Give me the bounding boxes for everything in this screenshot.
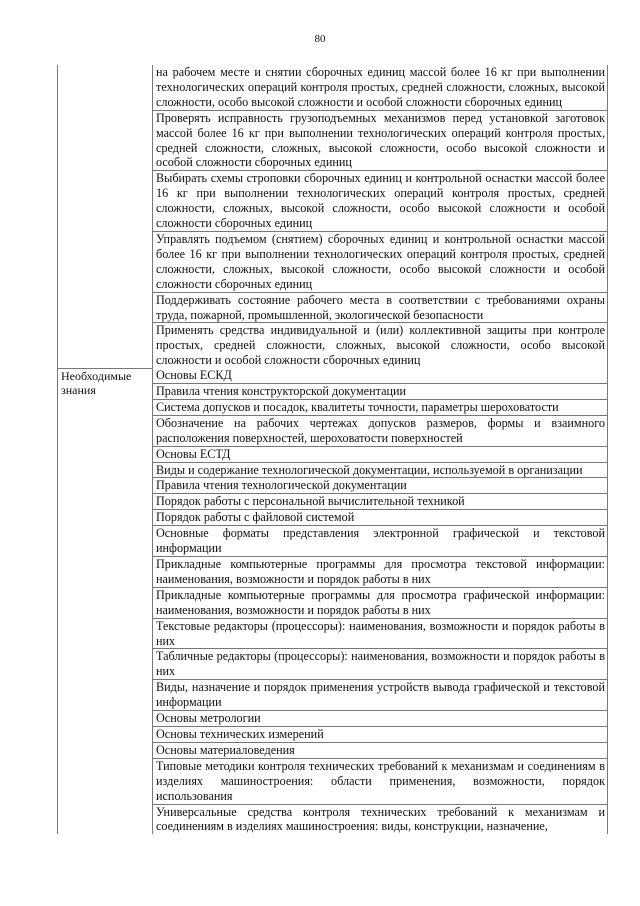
requirement-text: Основы ЕСТД (153, 446, 608, 462)
requirement-text: Обозначение на рабочих чертежах допусков размеров, формы и взаимного расположения поверхностей, шероховатости поверхностей (153, 415, 608, 446)
requirement-text: Табличные редакторы (процессоры): наименования, возможности и порядок работы в них (153, 649, 608, 680)
requirements-table (57, 65, 608, 834)
requirement-text: Виды, назначение и порядок применения устройств вывода графической и текстовой информации (153, 680, 608, 711)
requirement-text: Порядок работы с файловой системой (153, 510, 608, 526)
requirement-text: Поддерживать состояние рабочего места в соответствии с требованиями охраны труда, пожарной, промышленной, экологической безопасности (153, 292, 608, 323)
requirement-text: Основы метрологии (153, 711, 608, 727)
requirement-text: Текстовые редакторы (процессоры): наименования, возможности и порядок работы в них (153, 618, 608, 649)
requirement-text: на рабочем месте и снятии сборочных единиц массой более 16 кг при выполнении технологических операций контроля простых, средней сложности, сложных, высокой сложности, особо высокой сложности и особой сложности сборочных единиц (153, 65, 608, 110)
requirement-text: Применять средства индивидуальной и (или) коллективной защиты при контроле простых, средней сложности, сложных, высокой сложности, особо высокой сложности и особой сложности сборочных единиц (153, 323, 608, 368)
table-row (58, 65, 608, 110)
requirement-text: Типовые методики контроля технических требований к механизмам и соединениям в изделиях машиностроения: области применения, возможности, порядок использования (153, 758, 608, 804)
requirement-text: Прикладные компьютерные программы для просмотра графической информации: наименования, возможности и порядок работы в них (153, 587, 608, 618)
requirement-text: Правила чтения конструкторской документации (153, 384, 608, 400)
requirement-text: Управлять подъемом (снятием) сборочных единиц и контрольной оснастки массой более 16 кг при выполнении технологических операций контроля простых, средней сложности, сложных, высокой сложности, особо высокой сложности и особой сложности сборочных единиц (153, 231, 608, 292)
requirement-text: Основы технических измерений (153, 726, 608, 742)
section-label: Необходимые знания (58, 368, 153, 834)
requirement-text: Проверять исправность грузоподъемных механизмов перед установкой заготовок массой более 16 кг при выполнении технологических операций контроля простых, средней сложности, сложных, высокой сложности, особо высокой сложности и особой сложности сборочных единиц (153, 110, 608, 171)
knowledge-section (58, 368, 608, 834)
requirement-text: Порядок работы с персональной вычислительной техникой (153, 494, 608, 510)
table-row (58, 368, 608, 383)
requirement-text: Основные форматы представления электронной графической и текстовой информации (153, 526, 608, 557)
section-label-continued (58, 65, 153, 368)
requirement-text: Универсальные средства контроля технических требований к механизмам и соединениям в изделиях машиностроения: виды, конструкции, назначение, (153, 804, 608, 834)
requirement-text: Виды и содержание технологической документации, используемой в организации (153, 462, 608, 478)
page-number: 80 (314, 33, 326, 45)
requirement-text: Выбирать схемы строповки сборочных единиц и контрольной оснастки массой более 16 кг при выполнении технологических операций контроля простых, средней сложности, сложных, высокой сложности, особо высокой сложности и особой сложности сборочных единиц (153, 171, 608, 232)
requirement-text: Прикладные компьютерные программы для просмотра текстовой информации: наименования, возможности и порядок работы в них (153, 557, 608, 588)
skills-section (58, 65, 608, 368)
requirement-text: Система допусков и посадок, квалитеты точности, параметры шероховатости (153, 399, 608, 415)
requirement-text: Основы ЕСКД (153, 368, 608, 383)
requirement-text: Правила чтения технологической документации (153, 478, 608, 494)
requirement-text: Основы материаловедения (153, 742, 608, 758)
